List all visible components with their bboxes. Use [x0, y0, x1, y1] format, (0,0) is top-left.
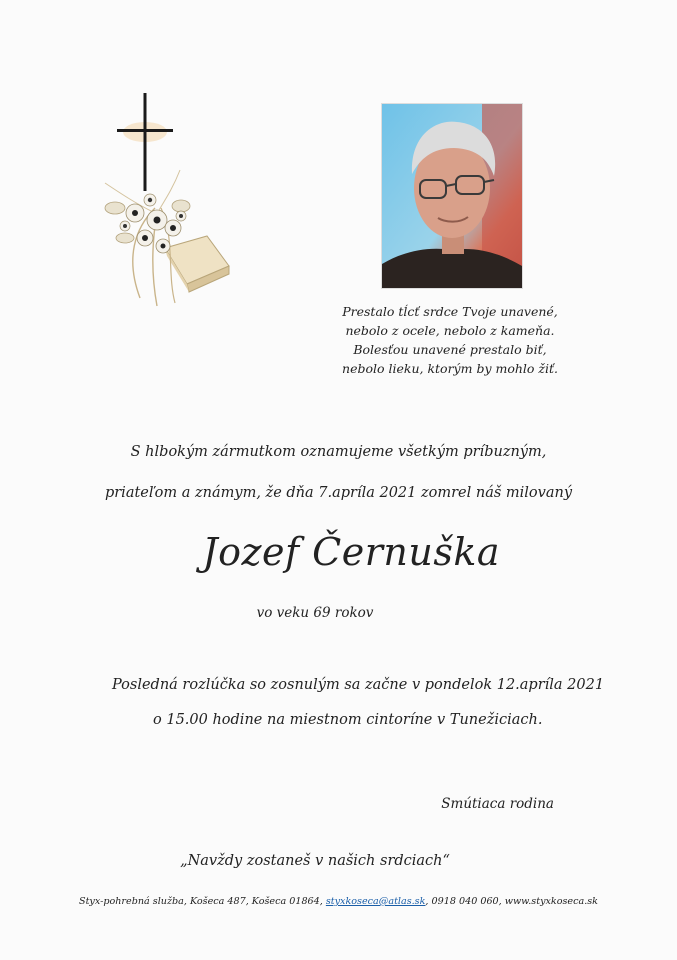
- motto: „Navždy zostaneš v našich srdciach“: [180, 853, 450, 869]
- poem-line: Prestalo tĺcť srdce Tvoje unavené,: [342, 304, 558, 319]
- book-icon: [165, 236, 229, 292]
- poem: [330, 302, 570, 378]
- footer-prefix: Styx-pohrebná služba, Košeca 487, Košeca 01864,: [79, 896, 326, 907]
- footer-suffix: , 0918 040 060, www.styxkoseca.sk: [425, 896, 598, 907]
- cross-icon: [117, 93, 173, 191]
- footer-email-link[interactable]: styxkoseca@atlas.sk: [325, 896, 426, 907]
- announcement-line: priateľom a známym, že dňa 7.apríla 2021 zomrel náš milovaný: [104, 485, 573, 501]
- announcement-line: S hlbokým zármutkom oznamujeme všetkým príbuzným,: [130, 444, 547, 460]
- cross-flowers-decoration: [95, 88, 240, 318]
- footer: [40, 896, 637, 907]
- poem-line: nebolo z ocele, nebolo z kameňa.: [345, 323, 555, 338]
- poem-line: nebolo lieku, ktorým by mohlo žiť.: [342, 361, 558, 376]
- signature: Smútiaca rodina: [441, 796, 554, 812]
- funeral-info: [60, 668, 617, 738]
- deceased-age: vo veku 69 rokov: [256, 605, 374, 621]
- funeral-line: o 15.00 hodine na miestnom cintoríne v Tunežiciach.: [153, 712, 543, 728]
- flower-bouquet-icon: [105, 170, 190, 306]
- poem-line: Bolesťou unavené prestalo biť,: [353, 342, 547, 357]
- deceased-name: Jozef Černuška: [202, 530, 500, 574]
- portrait-photo: [382, 104, 522, 288]
- funeral-line: Posledná rozlúčka so zosnulým sa začne v pondelok 12.apríla 2021: [112, 677, 605, 693]
- announcement: [60, 432, 617, 514]
